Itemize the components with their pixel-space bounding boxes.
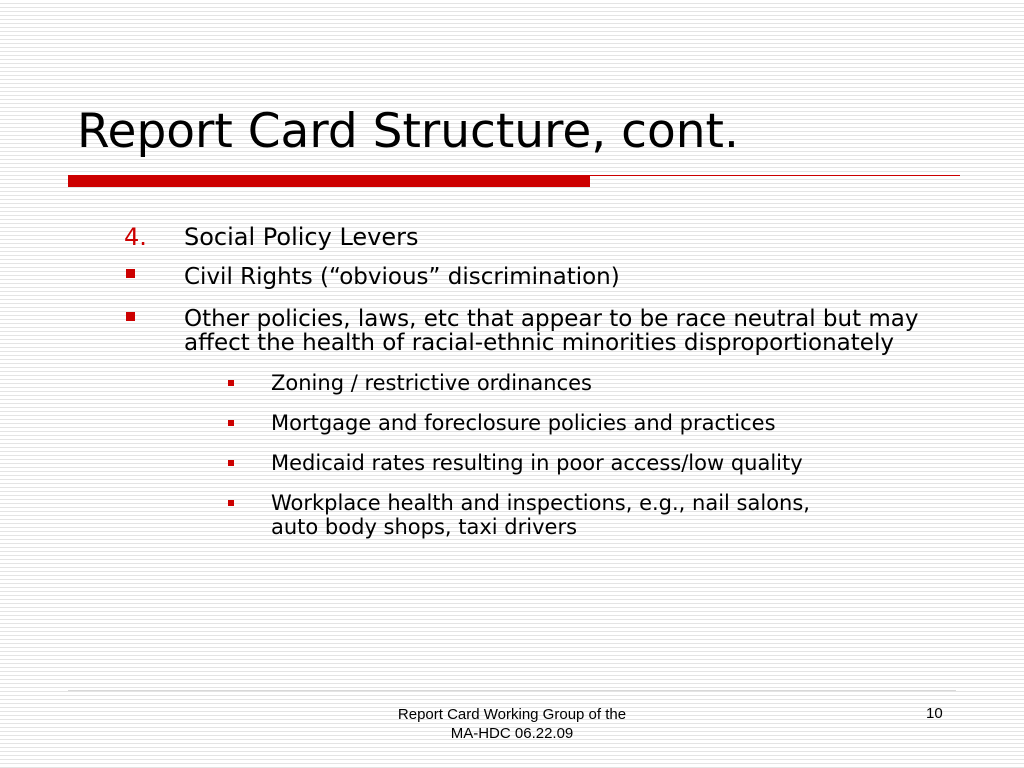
sub-bullet-workplace-line1: Workplace health and inspections, e.g., nail salons, bbox=[271, 491, 810, 515]
heading-text: Social Policy Levers bbox=[184, 223, 419, 251]
small-square-bullet-icon bbox=[228, 500, 234, 506]
footer-caption bbox=[352, 705, 672, 743]
sub-bullet-zoning: Zoning / restrictive ordinances bbox=[271, 371, 592, 395]
square-bullet-icon bbox=[126, 269, 135, 278]
heading-number: 4. bbox=[124, 223, 147, 251]
bullet-other-policies-line2: affect the health of racial-ethnic minorities disproportionately bbox=[184, 330, 894, 356]
title-underline bbox=[68, 175, 960, 187]
title-underline-thin bbox=[590, 175, 960, 176]
small-square-bullet-icon bbox=[228, 420, 234, 426]
slide-title: Report Card Structure, cont. bbox=[77, 104, 739, 159]
footer-divider bbox=[68, 690, 956, 691]
footer-caption-line2: MA-HDC 06.22.09 bbox=[450, 725, 574, 742]
sub-bullet-medicaid: Medicaid rates resulting in poor access/low quality bbox=[271, 451, 803, 475]
sub-bullet-workplace-line2: auto body shops, taxi drivers bbox=[271, 515, 578, 539]
bullet-civil-rights: Civil Rights (“obvious” discrimination) bbox=[184, 264, 620, 290]
sub-bullet-mortgage: Mortgage and foreclosure policies and practices bbox=[271, 411, 776, 435]
page-number: 10 bbox=[926, 705, 943, 722]
square-bullet-icon bbox=[126, 312, 135, 321]
footer-caption-line1: Report Card Working Group of the bbox=[397, 706, 627, 723]
small-square-bullet-icon bbox=[228, 380, 234, 386]
bullet-other-policies-line1: Other policies, laws, etc that appear to be race neutral but may bbox=[184, 306, 919, 332]
title-underline-thick bbox=[68, 175, 590, 187]
small-square-bullet-icon bbox=[228, 460, 234, 466]
